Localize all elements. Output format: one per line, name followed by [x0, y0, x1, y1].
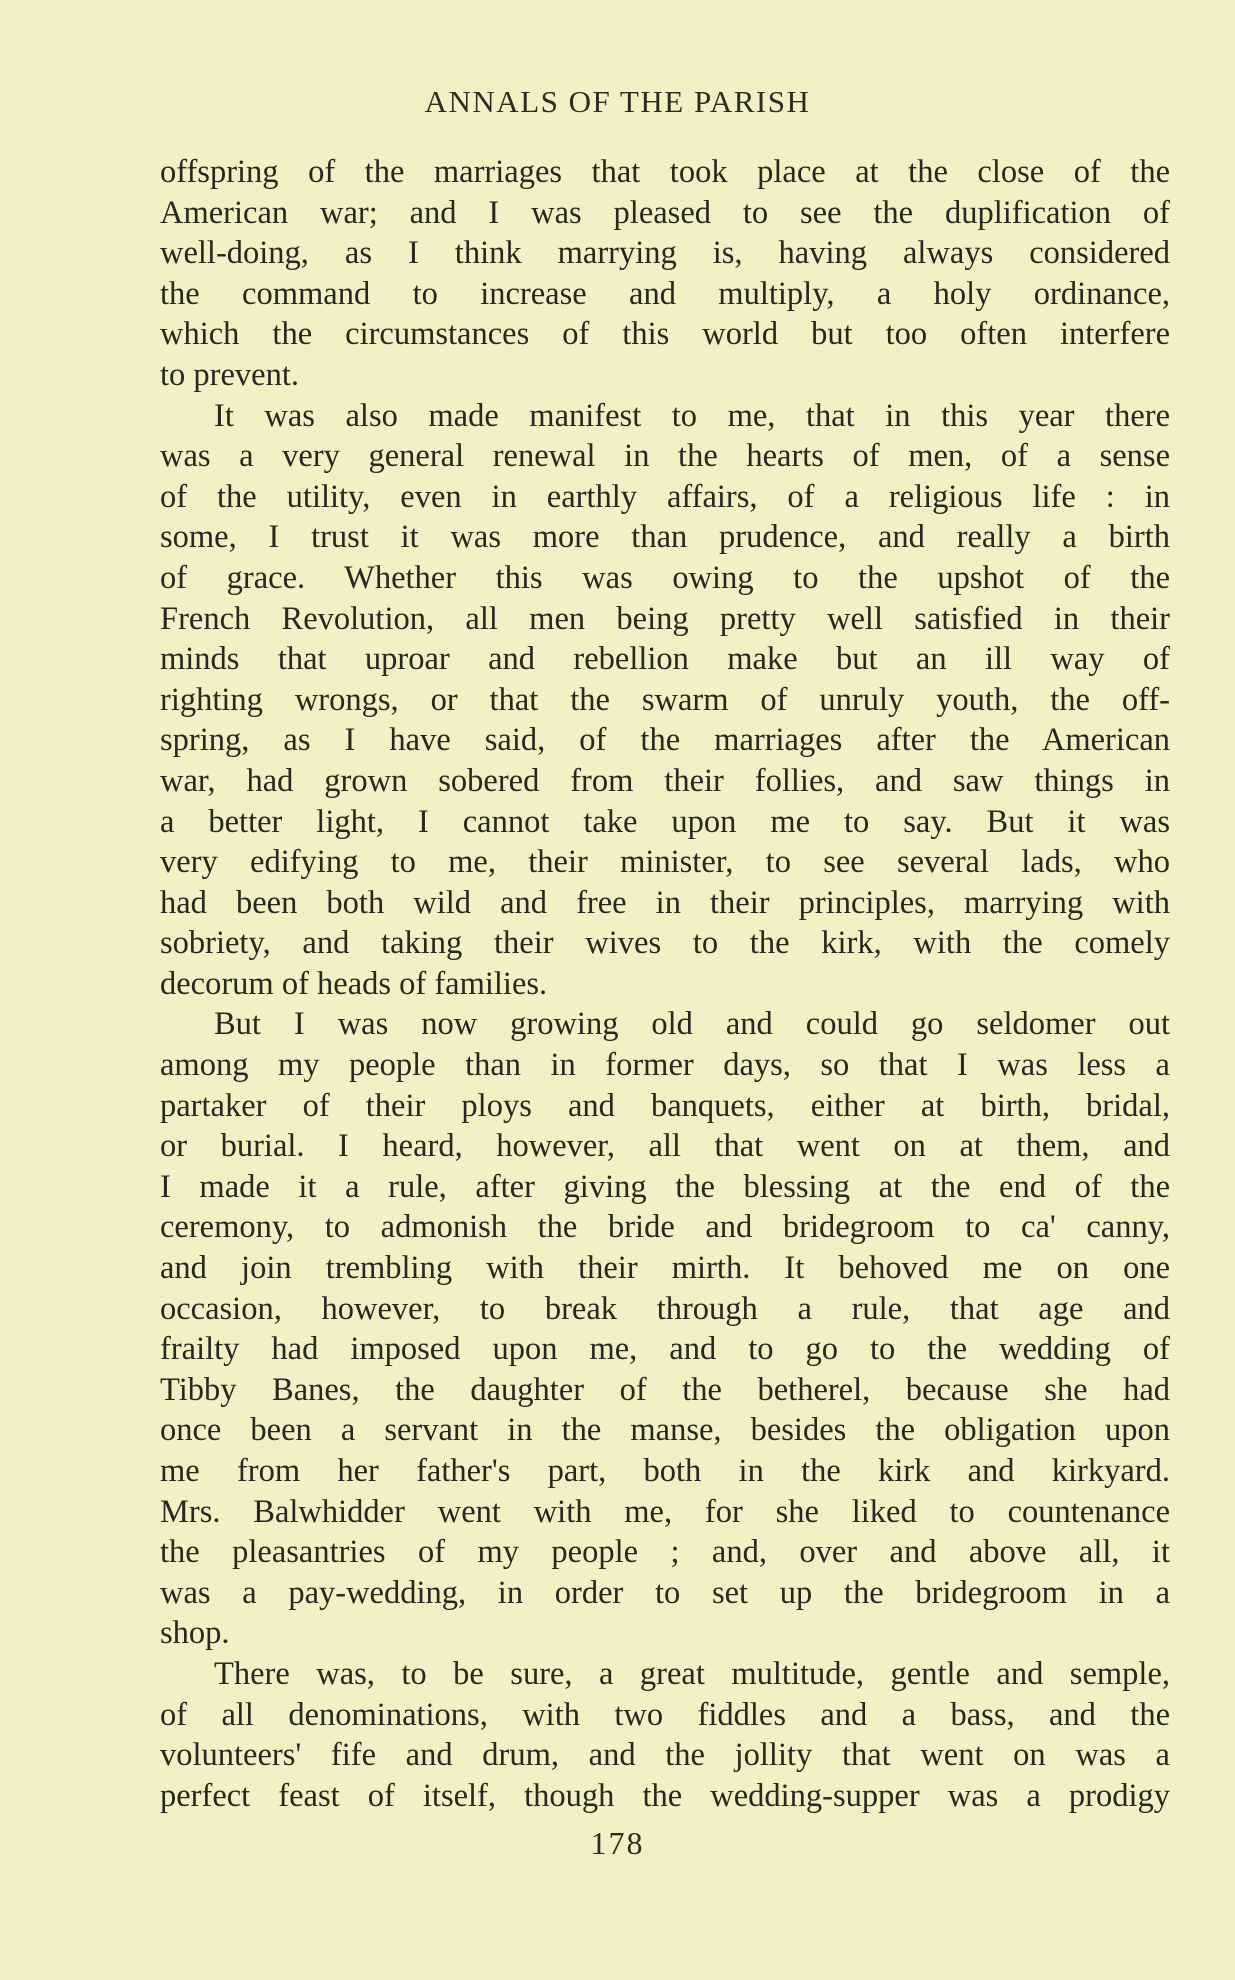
text-line: volunteers' fife and drum, and the jollity that went on was a [160, 1737, 1170, 1774]
text-line: of grace. Whether this was owing to the upshot of the [160, 559, 1170, 596]
text-line: among my people than in former days, so that I was less a [160, 1047, 1170, 1084]
text-line: and join trembling with their mirth. It behoved me on one [160, 1250, 1170, 1287]
text-line: which the circumstances of this world but too often interfere [160, 316, 1170, 353]
text-line: the command to increase and multiply, a holy ordinance, [160, 275, 1170, 312]
text-line: There was, to be sure, a great multitude, gentle and semple, [214, 1655, 1170, 1692]
text-line: well-doing, as I think marrying is, having always considered [160, 235, 1170, 272]
text-line: But I was now growing old and could go seldomer out [214, 1006, 1170, 1043]
text-line: war, had grown sobered from their follies, and saw things in [160, 762, 1170, 799]
text-line: a better light, I cannot take upon me to say. But it was [160, 803, 1170, 840]
text-line: shop. [160, 1615, 230, 1652]
text-line: very edifying to me, their minister, to see several lads, who [160, 844, 1170, 881]
text-line: had been both wild and free in their principles, marrying with [160, 884, 1170, 921]
text-line: French Revolution, all men being pretty well satisfied in their [160, 600, 1170, 637]
text-line: some, I trust it was more than prudence, and really a birth [160, 519, 1170, 556]
text-line: partaker of their ploys and banquets, either at birth, bridal, [160, 1087, 1170, 1124]
text-line: the pleasantries of my people ; and, over and above all, it [160, 1534, 1170, 1571]
text-line: once been a servant in the manse, besides the obligation upon [160, 1412, 1170, 1449]
text-line: righting wrongs, or that the swarm of unruly youth, the off- [160, 681, 1170, 718]
text-line: minds that uproar and rebellion make but an ill way of [160, 641, 1170, 678]
page-number: 178 [590, 1825, 645, 1861]
text-line: American war; and I was pleased to see the duplification of [160, 194, 1170, 231]
text-line: me from her father's part, both in the kirk and kirkyard. [160, 1453, 1170, 1489]
text-line: of the utility, even in earthly affairs, of a religious life : in [160, 478, 1170, 515]
text-line: to prevent. [160, 356, 299, 393]
text-line: spring, as I have said, of the marriages after the American [160, 722, 1170, 759]
text-line: perfect feast of itself, though the wedding-supper was a prodigy [160, 1777, 1170, 1814]
text-line: I made it a rule, after giving the blessing at the end of the [160, 1168, 1170, 1205]
text-line: decorum of heads of families. [160, 965, 548, 1002]
text-line: sobriety, and taking their wives to the kirk, with the comely [160, 925, 1170, 962]
text-line: of all denominations, with two fiddles and a bass, and the [160, 1696, 1170, 1733]
text-line: Tibby Banes, the daughter of the betherel, because she had [160, 1371, 1170, 1408]
text-line: It was also made manifest to me, that in this year there [214, 397, 1170, 434]
text-line: frailty had imposed upon me, and to go to the wedding of [160, 1331, 1170, 1368]
text-line: was a pay-wedding, in order to set up the bridegroom in a [160, 1574, 1170, 1611]
body-text [160, 152, 1170, 1816]
running-title: ANNALS OF THE PARISH [424, 84, 811, 119]
text-line: occasion, however, to break through a rule, that age and [160, 1290, 1170, 1327]
text-line: or burial. I heard, however, all that went on at them, and [160, 1128, 1170, 1165]
text-line: ceremony, to admonish the bride and bridegroom to ca' canny, [160, 1209, 1170, 1246]
text-line: Mrs. Balwhidder went with me, for she liked to countenance [160, 1493, 1170, 1530]
text-line: was a very general renewal in the hearts of men, of a sense [160, 438, 1170, 475]
text-line: offspring of the marriages that took place at the close of the [160, 154, 1170, 190]
